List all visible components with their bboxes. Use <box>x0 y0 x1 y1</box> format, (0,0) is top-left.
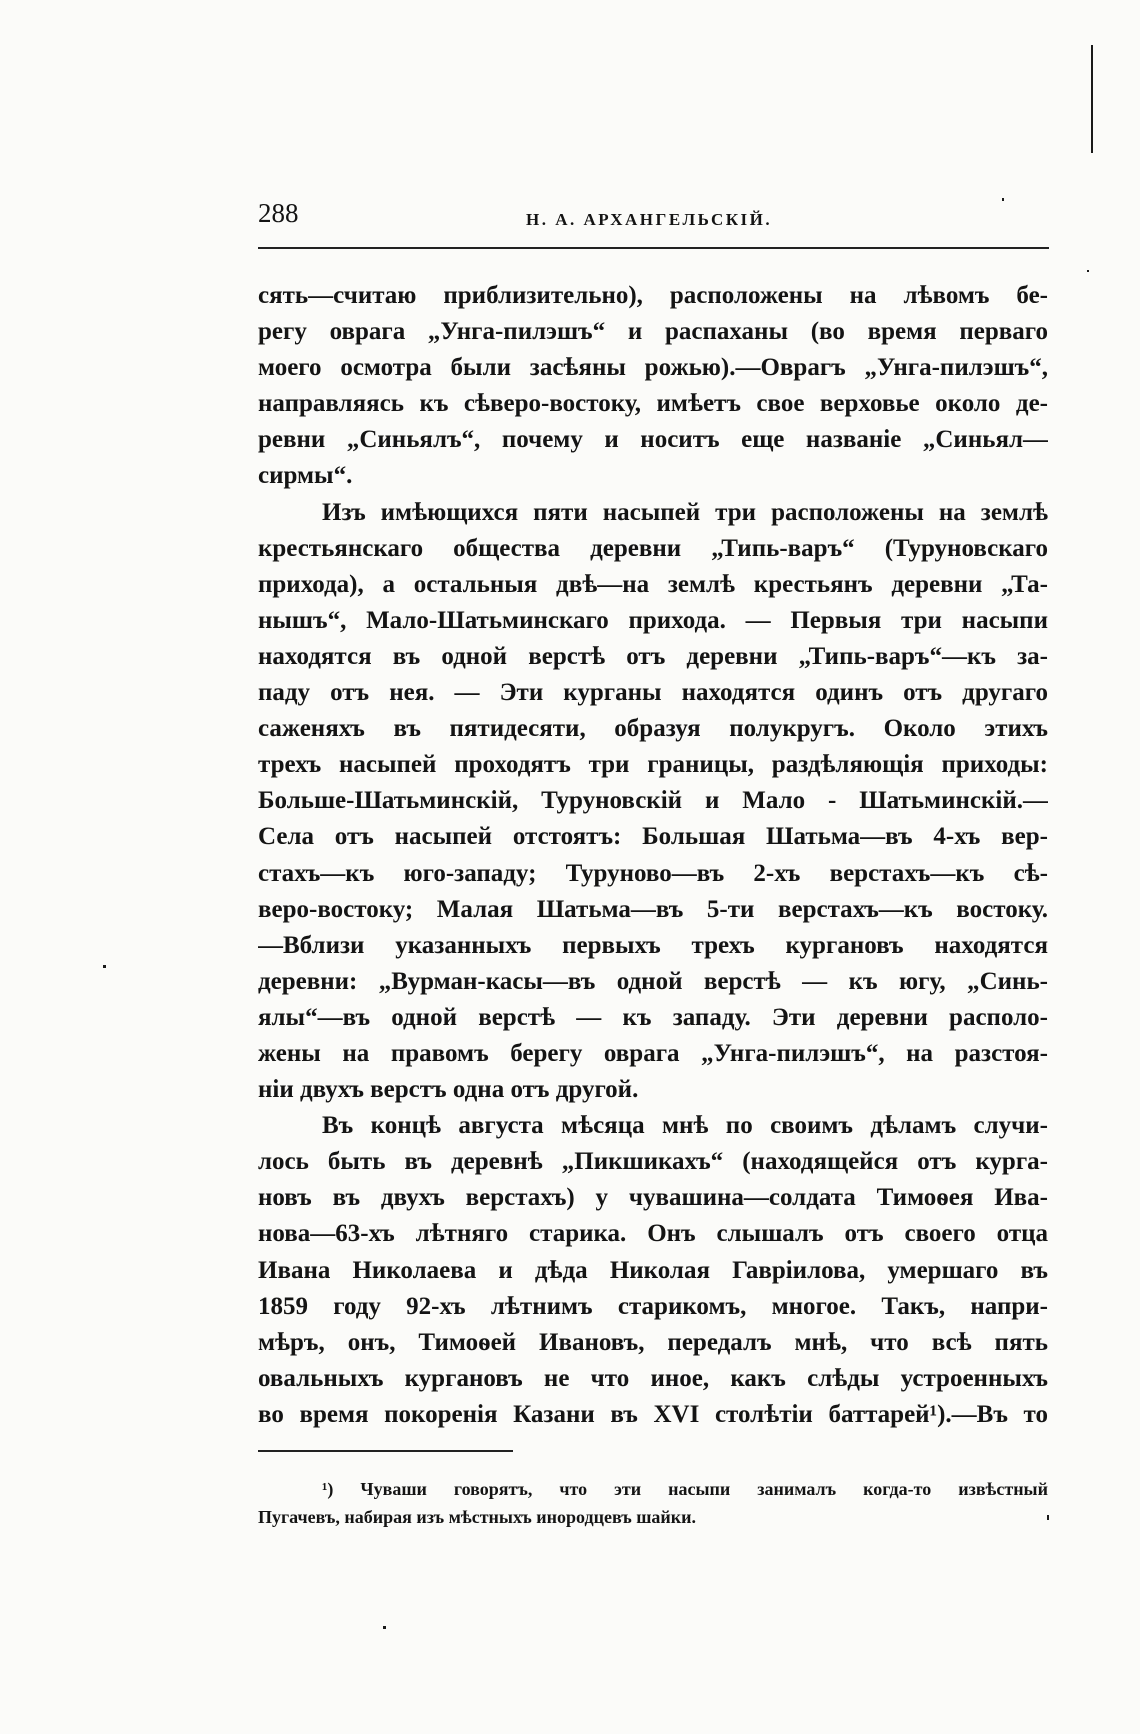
text-line: Села отъ насыпей отстоятъ: Большая Шатьма—въ 4-хъ вер- <box>258 823 1048 851</box>
scan-speck <box>103 965 106 968</box>
text-line: нышъ“, Мало-Шатьминскаго прихода. — Первыя три насыпи <box>258 606 1048 634</box>
text-line: саженяхъ въ пятидесяти, образуя полукругъ. Около этихъ <box>258 715 1048 743</box>
text-line: новъ въ двухъ верстахъ) у чувашина—солдата Тимоѳея Ива- <box>258 1184 1048 1212</box>
text-line: ревни „Синьялъ“, почему и носитъ еще названіе „Синьял— <box>258 426 1048 454</box>
page-number: 288 <box>258 198 299 228</box>
text-line: находятся въ одной верстѣ отъ деревни „Типь-варъ“—къ за- <box>258 642 1048 670</box>
text-line: лось быть въ деревнѣ „Пикшикахъ“ (находящейся отъ курга- <box>258 1148 1048 1176</box>
text-line: моего осмотра были засѣяны рожью).—Оврагъ „Унга-пилэшъ“, <box>258 354 1048 382</box>
text-line: Больше-Шатьминскій, Туруновскій и Мало - Шатьминскій.— <box>258 787 1048 815</box>
page-header <box>258 198 1048 238</box>
text-line: жены на правомъ берегу оврага „Унга-пилэшъ“, на разстоя- <box>258 1039 1048 1067</box>
scan-speck <box>1087 270 1089 272</box>
text-line: мѣръ, онъ, Тимоѳей Ивановъ, передалъ мнѣ, что всѣ пять <box>258 1328 1048 1356</box>
text-line: 1859 году 92-хъ лѣтнимъ старикомъ, многое. Такъ, напри- <box>258 1292 1048 1320</box>
text-line: Ивана Николаева и дѣда Николая Гавріилова, умершаго въ <box>258 1256 1048 1284</box>
text-line: —Вблизи указанныхъ первыхъ трехъ кургановъ находятся <box>258 931 1048 959</box>
text-line: стахъ—къ юго-западу; Туруново—въ 2-хъ верстахъ—къ сѣ- <box>258 859 1048 887</box>
text-line: нова—63-хъ лѣтняго старика. Онъ слышалъ отъ своего отца <box>258 1220 1048 1248</box>
text-line: веро-востоку; Малая Шатьма—въ 5-ти верстахъ—къ востоку. <box>258 895 1048 923</box>
footnotes <box>258 1475 1048 1531</box>
scan-edge-line <box>1091 45 1093 153</box>
text-line: сирмы“. <box>258 462 353 490</box>
text-line: направляясь къ сѣверо-востоку, имѣетъ свое верховье около де- <box>258 390 1048 418</box>
text-line: трехъ насыпей проходятъ три границы, раздѣляющія приходы: <box>258 751 1048 779</box>
header-rule <box>258 247 1049 249</box>
text-line: сять—считаю приблизительно), расположены на лѣвомъ бе- <box>258 282 1048 309</box>
text-line: прихода), а остальныя двѣ—на землѣ крестьянъ деревни „Та- <box>258 570 1048 598</box>
text-line: ніи двухъ верстъ одна отъ другой. <box>258 1076 639 1104</box>
footnote-line: Пугачевъ, набирая изъ мѣстныхъ инородцевъ шайки. <box>258 1507 697 1527</box>
text-line: крестьянскаго общества деревни „Типь-варъ“ (Туруновскаго <box>258 534 1048 562</box>
footnote-line: ¹) Чуваши говорятъ, что эти насыпи занималъ когда-то извѣстный <box>322 1479 1048 1499</box>
text-line: во время покоренія Казани въ XVI столѣтіи баттарей¹).—Въ то <box>258 1400 1048 1428</box>
text-line: овальныхъ кургановъ не что иное, какъ слѣды устроенныхъ <box>258 1364 1048 1392</box>
scan-speck <box>383 1626 386 1629</box>
text-line: Въ концѣ августа мѣсяца мнѣ по своимъ дѣламъ случи- <box>322 1112 1048 1140</box>
text-line: регу оврага „Унга-пилэшъ“ и распаханы (во время перваго <box>258 318 1048 346</box>
text-line: деревни: „Вурман-касы—въ одной верстѣ — къ югу, „Синь- <box>258 967 1048 995</box>
footnote-rule <box>258 1450 513 1452</box>
body-text <box>258 278 1048 1433</box>
text-line: Изъ имѣющихся пяти насыпей три расположены на землѣ <box>322 498 1048 526</box>
text-line: ялы“—въ одной верстѣ — къ западу. Эти деревни располо- <box>258 1003 1048 1031</box>
text-line: паду отъ нея. — Эти курганы находятся одинъ отъ другаго <box>258 679 1048 707</box>
running-head: Н. А. АРХАНГЕЛЬСКІЙ. <box>526 210 773 229</box>
